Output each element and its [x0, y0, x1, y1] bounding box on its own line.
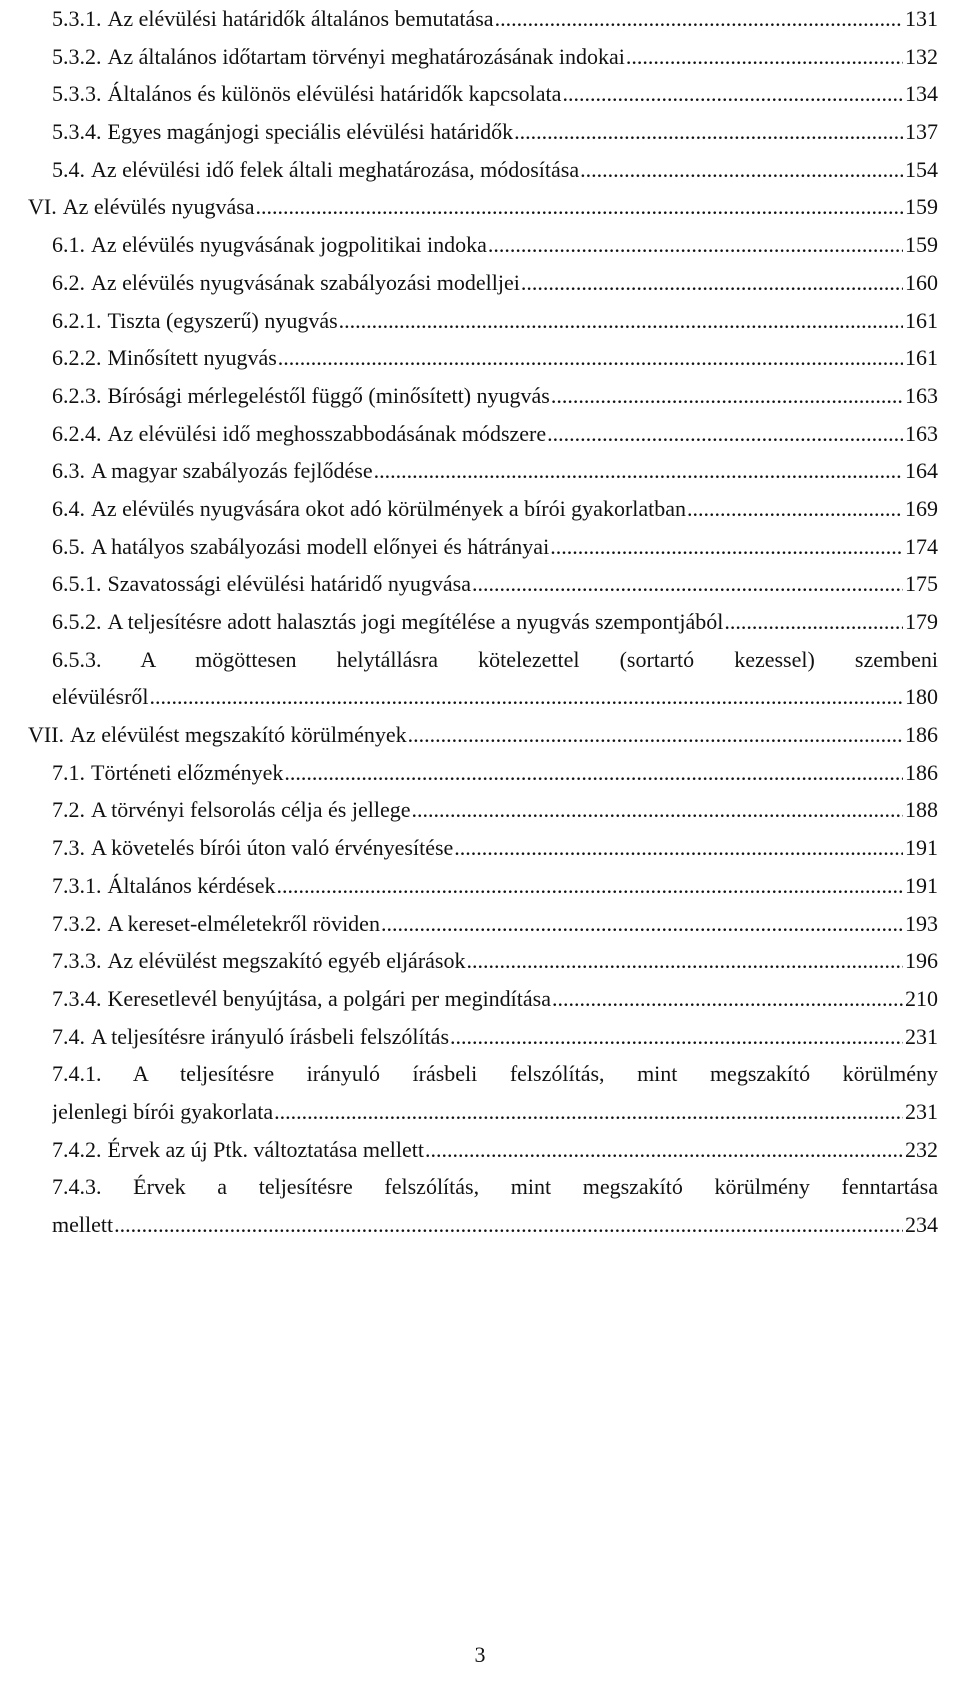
toc-entry-title: Történeti előzmények — [91, 759, 284, 785]
toc-entry-number: 5.3.4. — [52, 119, 102, 145]
toc-entry-title-continued: jelenlegi bírói gyakorlata — [52, 1098, 274, 1124]
dot-leader — [425, 1131, 903, 1169]
toc-entry-title: Tiszta (egyszerű) nyugvás — [107, 307, 338, 333]
table-of-contents — [28, 0, 938, 1244]
toc-entry-title: Egyes magánjogi speciális elévülési határidők — [107, 119, 514, 145]
toc-entry-title: Az általános időtartam törvényi meghatározásának indokai — [107, 43, 625, 69]
toc-entry — [28, 415, 960, 453]
dot-leader — [256, 188, 903, 226]
toc-entry — [28, 264, 960, 302]
toc-entry — [28, 1168, 960, 1243]
dot-leader — [374, 452, 903, 490]
toc-entry-page: 186 — [905, 722, 938, 748]
toc-entry-page: 160 — [905, 269, 938, 295]
toc-entry-page: 161 — [905, 345, 938, 371]
toc-entry-page: 175 — [905, 571, 938, 597]
toc-entry-page: 131 — [905, 6, 938, 31]
toc-entry-page: 169 — [905, 495, 938, 521]
toc-entry-title: A kereset-elméletekről röviden — [107, 910, 380, 936]
toc-entry — [28, 905, 960, 943]
toc-entry-title: A teljesítésre adott halasztás jogi megítélése a nyugvás szempontjából — [107, 609, 724, 634]
dot-leader — [339, 302, 903, 340]
toc-entry-number: 7.4.3. — [52, 1174, 102, 1200]
toc-entry — [28, 1131, 960, 1169]
toc-entry-title: Az elévülés nyugvása — [62, 194, 255, 220]
toc-entry-title: Általános kérdések — [107, 872, 276, 898]
toc-entry — [28, 867, 960, 905]
dot-leader — [408, 716, 903, 754]
toc-entry-page: 232 — [905, 1136, 938, 1162]
toc-entry-number: 6.2.4. — [52, 420, 102, 446]
toc-entry-number: 6.5.1. — [52, 571, 102, 597]
toc-entry — [28, 1018, 960, 1056]
toc-entry-page: 191 — [905, 872, 938, 898]
toc-entry-title: Az elévülés nyugvására okot adó körülmények a bírói gyakorlatban — [91, 495, 687, 521]
toc-entry-number: 7.4. — [52, 1023, 85, 1049]
toc-entry-title: Az elévülést megszakító egyéb eljárások — [107, 948, 466, 974]
toc-entry-number: 6.1. — [52, 232, 85, 258]
toc-entry-number: 5.3.2. — [52, 43, 102, 69]
toc-entry — [28, 302, 960, 340]
toc-entry-page: 154 — [905, 156, 938, 182]
toc-entry — [28, 942, 960, 980]
toc-entry — [28, 980, 960, 1018]
dot-leader — [450, 1018, 903, 1056]
toc-entry-number: 5.4. — [52, 156, 85, 182]
toc-entry-number: 7.3.2. — [52, 910, 102, 936]
toc-entry-number: 6.2.2. — [52, 345, 102, 371]
toc-entry — [28, 452, 960, 490]
dot-leader — [114, 1206, 903, 1244]
toc-entry-title: A törvényi felsorolás célja és jellege — [91, 797, 411, 823]
toc-entry — [28, 339, 960, 377]
toc-entry-number: 7.3.1. — [52, 872, 102, 898]
toc-entry-title: A magyar szabályozás fejlődése — [91, 458, 373, 484]
dot-leader — [466, 942, 903, 980]
toc-entry-page: 191 — [905, 835, 938, 861]
toc-entry-title: Az elévülést megszakító körülmények — [70, 722, 407, 748]
dot-leader — [724, 603, 903, 641]
toc-entry-number: 7.3. — [52, 835, 85, 861]
toc-entry-title: Az elévülési határidők általános bemutatása — [107, 6, 494, 31]
toc-entry-page: 188 — [905, 797, 938, 823]
toc-entry — [28, 791, 960, 829]
dot-leader — [284, 754, 903, 792]
toc-entry — [28, 829, 960, 867]
toc-entry-title: Keresetlevél benyújtása, a polgári per megindítása — [107, 985, 551, 1011]
toc-entry-number: 7.4.1. — [52, 1061, 102, 1087]
toc-entry — [28, 113, 960, 151]
toc-entry-number: 6.4. — [52, 495, 85, 521]
dot-leader — [274, 1093, 903, 1131]
dot-leader — [562, 75, 903, 113]
toc-entry-title: Szavatossági elévülési határidő nyugvása — [107, 571, 472, 597]
toc-entry — [28, 565, 960, 603]
toc-entry-number: 6.5. — [52, 533, 85, 559]
dot-leader — [277, 867, 904, 905]
toc-entry — [28, 226, 960, 264]
dot-leader — [472, 565, 903, 603]
dot-leader — [495, 0, 903, 38]
toc-entry-title: A mögöttesen helytállásra kötelezettel (sortartó kezessel) szembeni — [140, 646, 938, 672]
toc-entry — [28, 641, 960, 716]
toc-entry-page: 179 — [905, 609, 938, 634]
dot-leader — [381, 905, 903, 943]
dot-leader — [551, 377, 903, 415]
toc-entry-number: 6.2. — [52, 269, 85, 295]
toc-entry-page: 231 — [905, 1098, 938, 1124]
toc-entry-page: 196 — [905, 948, 938, 974]
toc-entry-page: 193 — [905, 910, 938, 936]
dot-leader — [150, 678, 903, 716]
toc-entry — [28, 490, 960, 528]
toc-entry-number: 6.3. — [52, 458, 85, 484]
toc-entry-number: 7.3.3. — [52, 948, 102, 974]
toc-entry-title-continued: elévülésről — [52, 684, 149, 710]
toc-entry-title: A hatályos szabályozási modell előnyei és hátrányai — [91, 533, 550, 559]
toc-entry-page: 186 — [905, 759, 938, 785]
dot-leader — [454, 829, 903, 867]
toc-entry-title-continued: mellett — [52, 1212, 114, 1238]
toc-entry-page: 159 — [905, 194, 938, 220]
dot-leader — [547, 415, 903, 453]
dot-leader — [488, 226, 903, 264]
toc-entry-number: 6.2.1. — [52, 307, 102, 333]
toc-entry-number: 7.4.2. — [52, 1136, 102, 1162]
toc-entry-page: 161 — [905, 307, 938, 333]
toc-entry — [28, 1055, 960, 1130]
toc-entry-title: Érvek a teljesítésre felszólítás, mint megszakító körülmény fenntartása — [133, 1174, 938, 1200]
toc-entry — [28, 151, 960, 189]
toc-entry-page: 210 — [905, 985, 938, 1011]
toc-entry-page: 159 — [905, 232, 938, 258]
toc-entry-title: Bírósági mérlegeléstől függő (minősített) nyugvás — [107, 382, 550, 408]
dot-leader — [550, 528, 903, 566]
toc-entry-page: 164 — [905, 458, 938, 484]
toc-entry — [28, 716, 938, 754]
page-number: 3 — [474, 1642, 486, 1667]
toc-entry — [28, 377, 960, 415]
toc-entry-title: Az elévülés nyugvásának szabályozási modelljei — [91, 269, 520, 295]
toc-entry — [28, 75, 960, 113]
toc-entry-title: Az elévülési idő meghosszabbodásának módszere — [107, 420, 547, 446]
dot-leader — [514, 113, 903, 151]
toc-entry-number: 6.2.3. — [52, 382, 102, 408]
dot-leader — [521, 264, 903, 302]
toc-entry — [28, 0, 960, 38]
toc-entry-number: 7.3.4. — [52, 985, 102, 1011]
toc-entry-number: 5.3.1. — [52, 6, 102, 31]
toc-entry-number: VII. — [28, 722, 65, 748]
toc-entry-page: 137 — [905, 119, 938, 145]
toc-entry-page: 163 — [905, 382, 938, 408]
toc-entry-title: Minősített nyugvás — [107, 345, 277, 371]
toc-entry-title: Általános és különös elévülési határidők kapcsolata — [107, 81, 562, 107]
toc-entry-title: Az elévülés nyugvásának jogpolitikai indoka — [91, 232, 487, 258]
toc-entry-page: 174 — [905, 533, 938, 559]
toc-entry-number: 6.5.2. — [52, 609, 102, 634]
toc-entry-number: 7.2. — [52, 797, 85, 823]
toc-entry-title: A követelés bírói úton való érvényesítése — [91, 835, 454, 861]
toc-entry-number: 5.3.3. — [52, 81, 102, 107]
toc-entry — [28, 528, 960, 566]
toc-entry-title: Érvek az új Ptk. változtatása mellett — [107, 1136, 424, 1162]
toc-entry-page: 134 — [905, 81, 938, 107]
dot-leader — [626, 38, 903, 76]
dot-leader — [278, 339, 903, 377]
toc-entry — [28, 603, 960, 641]
toc-entry — [28, 188, 938, 226]
toc-entry-page: 234 — [905, 1212, 938, 1238]
toc-entry-number: 7.1. — [52, 759, 85, 785]
toc-entry-page: 132 — [905, 43, 938, 69]
dot-leader — [552, 980, 903, 1018]
toc-entry-title: A teljesítésre irányuló írásbeli felszólítás — [91, 1023, 450, 1049]
dot-leader — [580, 151, 903, 189]
dot-leader — [687, 490, 903, 528]
toc-entry-number: 6.5.3. — [52, 646, 102, 672]
toc-entry-title: Az elévülési idő felek általi meghatározása, módosítása — [91, 156, 580, 182]
toc-entry — [28, 754, 960, 792]
toc-entry-page: 163 — [905, 420, 938, 446]
toc-entry-page: 231 — [905, 1023, 938, 1049]
toc-entry-page: 180 — [905, 684, 938, 710]
toc-entry-number: VI. — [28, 194, 57, 220]
dot-leader — [412, 791, 904, 829]
toc-entry — [28, 38, 960, 76]
toc-entry-title: A teljesítésre irányuló írásbeli felszólítás, mint megszakító körülmény — [132, 1061, 938, 1087]
